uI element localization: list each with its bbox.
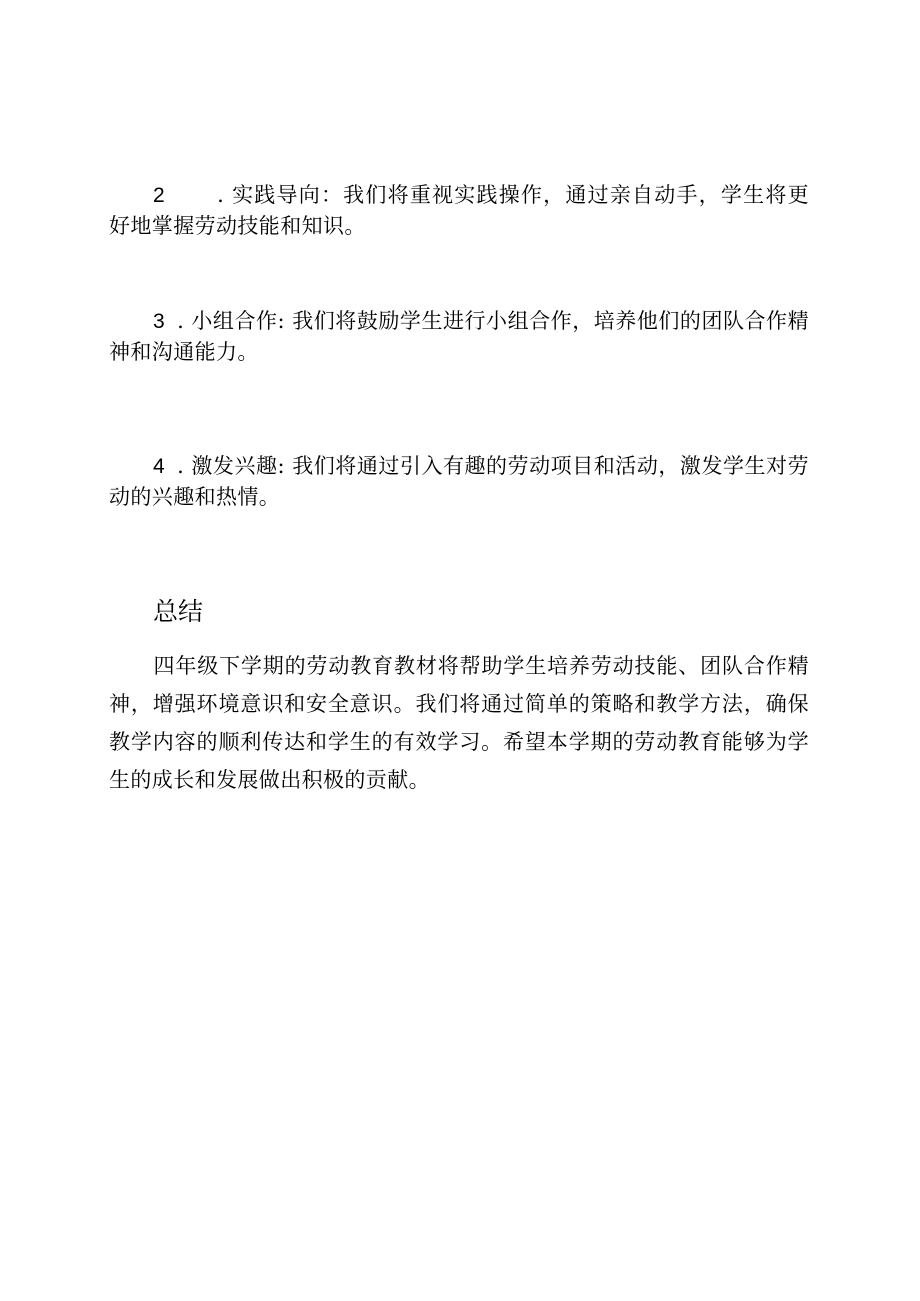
section-heading-summary: 总结	[153, 597, 204, 626]
list-item-text: . 实践导向：我们将重视实践操作，通过亲自动手，学生将更好地掌握劳动技能和知识。	[109, 183, 809, 238]
list-item-text: . 激发兴趣: 我们将通过引入有趣的劳动项目和活动，激发学生对劳动的兴趣和热情。	[109, 454, 809, 509]
summary-text: 四年级下学期的劳动教育教材将帮助学生培养劳动技能、团队合作精神，增强环境意识和安全意识。我们将通过简单的策略和教学方法，确保教学内容的顺利传达和学生的有效学习。希望本学期的劳动教育能够为学生的成长和发展做出积极的贡献。	[109, 654, 809, 792]
list-item-number: 3	[153, 310, 166, 333]
list-item-group-work	[109, 306, 809, 368]
list-item-number: 4	[153, 455, 166, 478]
list-item-practice	[109, 180, 809, 242]
list-item-number: 2	[153, 184, 166, 207]
summary-paragraph	[109, 647, 809, 799]
list-item-interest	[109, 451, 809, 513]
list-item-text: . 小组合作: 我们将鼓励学生进行小组合作，培养他们的团队合作精神和沟通能力。	[109, 309, 809, 364]
